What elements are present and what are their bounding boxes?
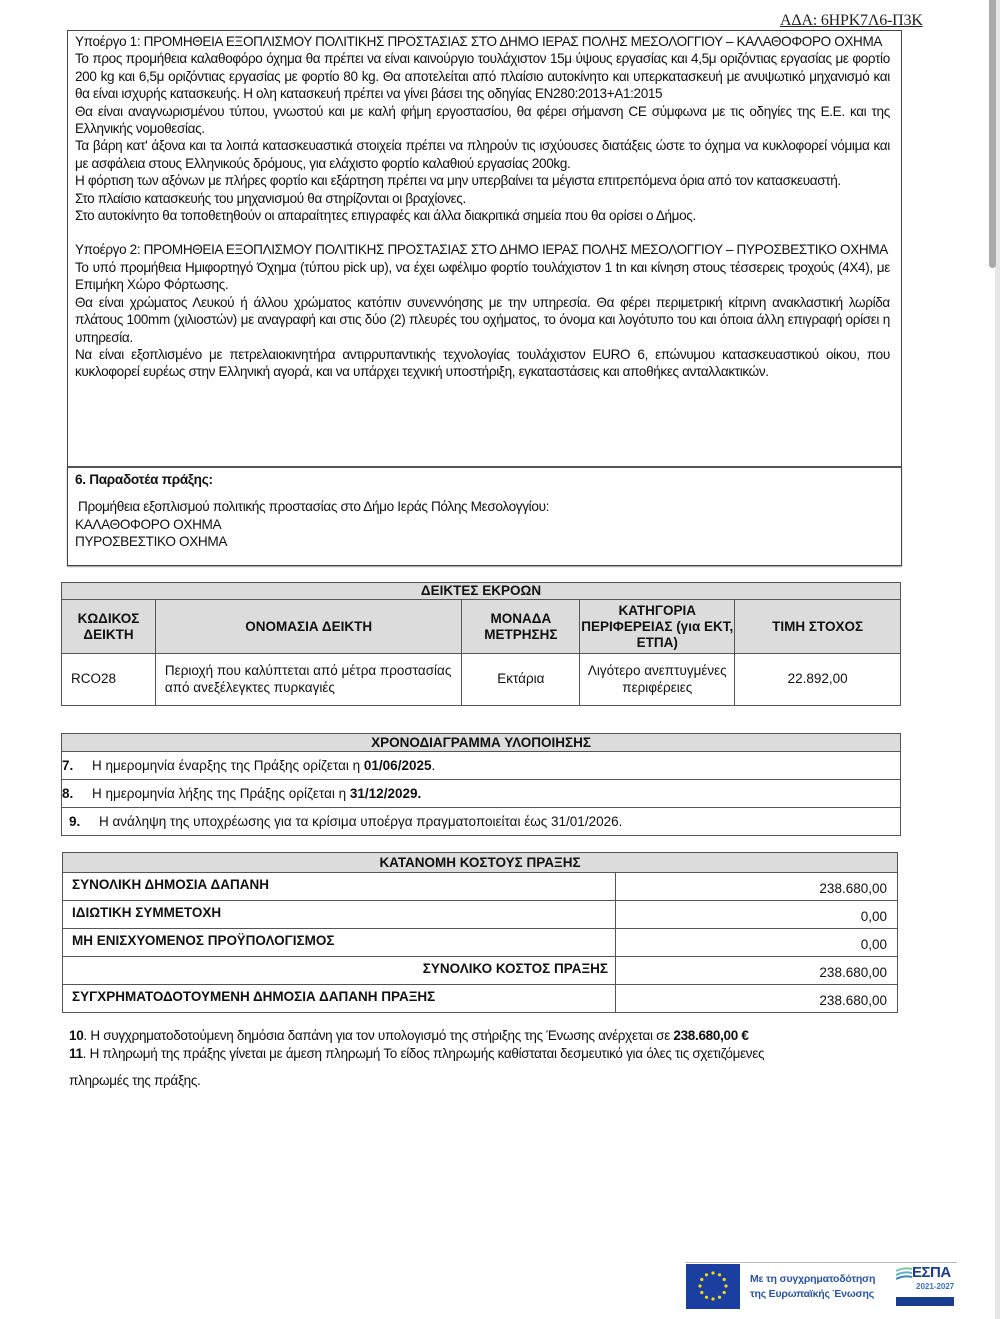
subproject-2-paragraph: Θα είναι χρώματος Λευκού ή άλλου χρώματος κατόπιν συνεννόησης με την υπηρεσία. Θα φέρει περιμετρική κίτρινη ανακλαστική λωρίδα πλάτους 100mm (χιλιοστών) με αναγραφή και στις δύο (2) πλευρές του οχήματος, το όνομα και λογότυπο του και όποια άλλη επιγραφή ορίσει η υπηρεσία. <box>75 294 890 345</box>
output-indicators-table <box>61 582 901 706</box>
eu-text-line: Με τη συγχρηματοδότηση <box>750 1273 876 1285</box>
column-header: ΚΩΔΙΚΟΣ ΔΕΙΚΤΗ <box>62 600 156 654</box>
start-date: 01/06/2025 <box>363 757 432 773</box>
cost-label: ΣΥΝΟΛΙΚΗ ΔΗΜΟΣΙΑ ΔΑΠΑΝΗ <box>63 873 616 901</box>
note-amount: 238.680,00 € <box>673 1028 749 1043</box>
note-text: . Η συγχρηματοδοτούμενη δημόσια δαπάνη για τον υπολογισμό της στήριξης της Ένωσης ανέρχεται σε <box>83 1028 674 1043</box>
indicator-name: Περιοχή που καλύπτεται από μέτρα προστασίας από ανεξέλεγκτες πυρκαγιές <box>155 654 462 706</box>
subproject-2-paragraph: Το υπό προμήθεια Ημιφορτηγό Όχημα (τύπου pick up), να έχει ωφέλιμο φορτίο τουλάχιστον 1 tn και κίνηση στους τέσσερεις τροχούς (4Χ4), με Επιμήκη Χώρο Φόρτωσης. <box>75 259 890 293</box>
cost-value: 238.680,00 <box>616 957 898 985</box>
espa-bar <box>896 1297 954 1306</box>
notes-section <box>69 1027 909 1090</box>
column-header: ΤΙΜΗ ΣΤΟΧΟΣ <box>735 600 901 654</box>
note-text: . Η πληρωμή της πράξης γίνεται με άμεση πληρωμή Το είδος πληρωμής καθίσταται δεσμευτικό για όλες τις σχετιζόμενες <box>82 1046 765 1061</box>
espa-years: 2021-2027 <box>916 1282 955 1291</box>
deliverables-title: 6. Παραδοτέα πράξης: <box>75 472 213 487</box>
column-header: ΟΝΟΜΑΣΙΑ ΔΕΙΚΤΗ <box>155 600 462 654</box>
cost-value: 238.680,00 <box>616 985 898 1013</box>
eu-flag-icon <box>686 1264 740 1309</box>
cost-label: ΣΥΓΧΡΗΜΑΤΟΔΟΤΟΥΜΕΝΗ ΔΗΜΟΣΙΑ ΔΑΠΑΝΗ ΠΡΑΞΗΣ <box>63 985 616 1013</box>
note-11-continuation: πληρωμές της πράξης. <box>69 1073 201 1088</box>
note-number: 11 <box>69 1046 83 1061</box>
ada-code: ΑΔΑ: 6ΗΡΚ7Λ6-Π3Κ <box>780 12 923 29</box>
item-suffix: . <box>431 757 436 773</box>
note-10 <box>69 1027 909 1045</box>
note-11 <box>69 1045 909 1063</box>
deliverable-item: ΚΑΛΑΘΟΦΟΡΟ ΟΧΗΜΑ <box>75 516 222 532</box>
subproject-2-paragraph: Να είναι εξοπλισμένο με πετρελαιοκινητήρα αντιρρυπαντικής τεχνολογίας τουλάχιστον EURO 6, επώνυμου κατασκευαστικού οίκου, που κυκλοφορεί ευρέως στην Ελληνική αγορά, και να υπάρχει τεχνική υποστήριξη, εγκαταστάσεις και αποθήκες ανταλλακτικών. <box>75 346 890 380</box>
item-text: Η ημερομηνία λήξης της Πράξης ορίζεται η <box>92 785 350 801</box>
espa-logo <box>896 1264 958 1310</box>
table-row <box>63 901 898 929</box>
table-row <box>62 752 901 780</box>
table-row <box>63 957 898 985</box>
table-row <box>63 985 898 1013</box>
table-row <box>63 929 898 957</box>
deliverable-item: ΠΥΡΟΣΒΕΣΤΙΚΟ ΟΧΗΜΑ <box>75 534 228 550</box>
indicator-region-category: Λιγότερο ανεπτυγμένες περιφέρειες <box>580 654 735 706</box>
table-caption: ΚΑΤΑΝΟΜΗ ΚΟΣΤΟΥΣ ΠΡΑΞΗΣ <box>63 853 898 873</box>
cost-value: 0,00 <box>616 929 898 957</box>
item-number: 8. <box>62 785 74 801</box>
eu-text-line: της Ευρωπαϊκής Ένωσης <box>750 1288 874 1300</box>
table-row <box>62 654 901 706</box>
cost-label: ΣΥΝΟΛΙΚΟ ΚΟΣΤΟΣ ΠΡΑΞΗΣ <box>63 957 616 985</box>
footer-divider <box>685 1262 957 1263</box>
espa-title: ΕΣΠΑ <box>912 1264 951 1281</box>
cost-value: 238.680,00 <box>616 873 898 901</box>
implementation-timeline-table <box>61 733 901 836</box>
subproject-1-title: Υποέργο 1: ΠΡΟΜΗΘΕΙΑ ΕΞΟΠΛΙΣΜΟΥ ΠΟΛΙΤΙΚΗΣ ΠΡΟΣΤΑΣΙΑΣ ΣΤΟ ΔΗΜΟ ΙΕΡΑΣ ΠΟΛΗΣ ΜΕΣΟΛΟΓΓΙΟΥ – ΚΑΛΑΘΟΦΟΡΟ ΟΧΗΜΑ <box>75 34 883 49</box>
deliverables-section <box>67 466 902 566</box>
table-row <box>63 873 898 901</box>
item-text: Η ημερομηνία έναρξης της Πράξης ορίζεται η <box>92 757 364 773</box>
subproject-1-paragraph: Θα είναι αναγνωρισμένου τύπου, γνωστού και με καλή φήμη εργοστασίου, θα φέρει σήμανση CE σύμφωνα με τις οδηγίες της Ε.Ε. και της Ελληνικής νομοθεσίας. <box>75 103 890 137</box>
subproject-1-paragraph: Η φόρτιση των αξόνων με πλήρες φορτίο και εξάρτηση πρέπει να μην υπερβαίνει τα μέγιστα επιτρεπόμενα όρια από τον κατασκευαστή. <box>75 173 841 189</box>
column-header: ΜΟΝΑΔΑ ΜΕΤΡΗΣΗΣ <box>462 600 580 654</box>
espa-waves-icon <box>896 1267 912 1281</box>
column-header: ΚΑΤΗΓΟΡΙΑ ΠΕΡΙΦΕΡΕΙΑΣ (για ΕΚΤ, ΕΤΠΑ) <box>580 600 735 654</box>
subprojects-description-box <box>67 30 902 466</box>
table-row <box>62 808 901 836</box>
subproject-1-paragraph: Το προς προμήθεια καλαθοφόρο όχημα θα πρέπει να είναι καινούργιο τουλάχιστον 15μ ύψους εργασίας και 4,5μ οριζόντιας εργασίας με φορτίο 200 kg και 6,5μ οριζόντιας εργασίας με φορτίο 80 kg. Θα αποτελείται από πλαίσιο αυτοκίνητο και υπερκατασκευή με ανυψωτικό μηχανισμό και θα είναι ισχυρής κατασκευής. Η ολη κατασκευή πρέπει να γίνει βάσει της οδηγίας ΕΝ280:2013+Α1:2015 <box>75 51 890 102</box>
subproject-2-title: Υποέργο 2: ΠΡΟΜΗΘΕΙΑ ΕΞΟΠΛΙΣΜΟΥ ΠΟΛΙΤΙΚΗΣ ΠΡΟΣΤΑΣΙΑΣ ΣΤΟ ΔΗΜΟ ΙΕΡΑΣ ΠΟΛΗΣ ΜΕΣΟΛΟΓΓΙΟΥ – ΠΥΡΟΣΒΕΣΤΙΚΟ ΟΧΗΜΑ <box>75 242 888 258</box>
table-caption: ΔΕΙΚΤΕΣ ΕΚΡΟΩΝ <box>62 583 901 600</box>
end-date: 31/12/2029. <box>349 785 422 801</box>
subproject-1-paragraph: Τα βάρη κατ' άξονα και τα λοιπά κατασκευαστικά στοιχεία πρέπει να πληρούν τις ισχύουσες διατάξεις ώστε το όχημα να κυκλοφορεί νόμιμα και με ασφάλεια στους Ελληνικούς δρόμους, για ελάχιστο φορτίο καλαθιού εργασίας 200kg. <box>75 138 890 171</box>
item-number: 9. <box>69 813 81 829</box>
note-number: 10 <box>69 1028 84 1043</box>
table-caption: ΧΡΟΝΟΔΙΑΓΡΑΜΜΑ ΥΛΟΠΟΙΗΣΗΣ <box>62 734 901 752</box>
item-number: 7. <box>62 757 74 773</box>
subproject-1-paragraph: Στο πλαίσιο κατασκευής του μηχανισμού θα στηρίζονται οι βραχίονες. <box>75 190 466 206</box>
cost-value: 0,00 <box>616 901 898 929</box>
cost-label: ΙΔΙΩΤΙΚΗ ΣΥΜΜΕΤΟΧΗ <box>63 901 616 929</box>
indicator-unit: Εκτάρια <box>462 654 580 706</box>
deliverables-intro: Προμήθεια εξοπλισμού πολιτικής προστασίας στο Δήμο Ιεράς Πόλης Μεσολογγίου: <box>78 499 550 514</box>
table-row <box>62 780 901 808</box>
indicator-target-value: 22.892,00 <box>735 654 901 706</box>
eu-cofunding-text <box>750 1272 875 1302</box>
scrollbar-thumb[interactable] <box>989 0 996 268</box>
indicator-code: RCO28 <box>62 654 156 706</box>
item-text: Η ανάληψη της υποχρέωσης για τα κρίσιμα υποέργα πραγματοποιείται έως 31/01/2026. <box>99 813 623 829</box>
subproject-1-paragraph: Στο αυτοκίνητο θα τοποθετηθούν οι απαραίτητες επιγραφές και άλλα διακριτικά σημεία που θα ορίσει ο Δήμος. <box>75 208 696 224</box>
cost-allocation-table <box>62 852 898 1013</box>
cost-label: ΜΗ ΕΝΙΣΧΥΟΜΕΝΟΣ ΠΡΟΫΠΟΛΟΓΙΣΜΟΣ <box>63 929 616 957</box>
